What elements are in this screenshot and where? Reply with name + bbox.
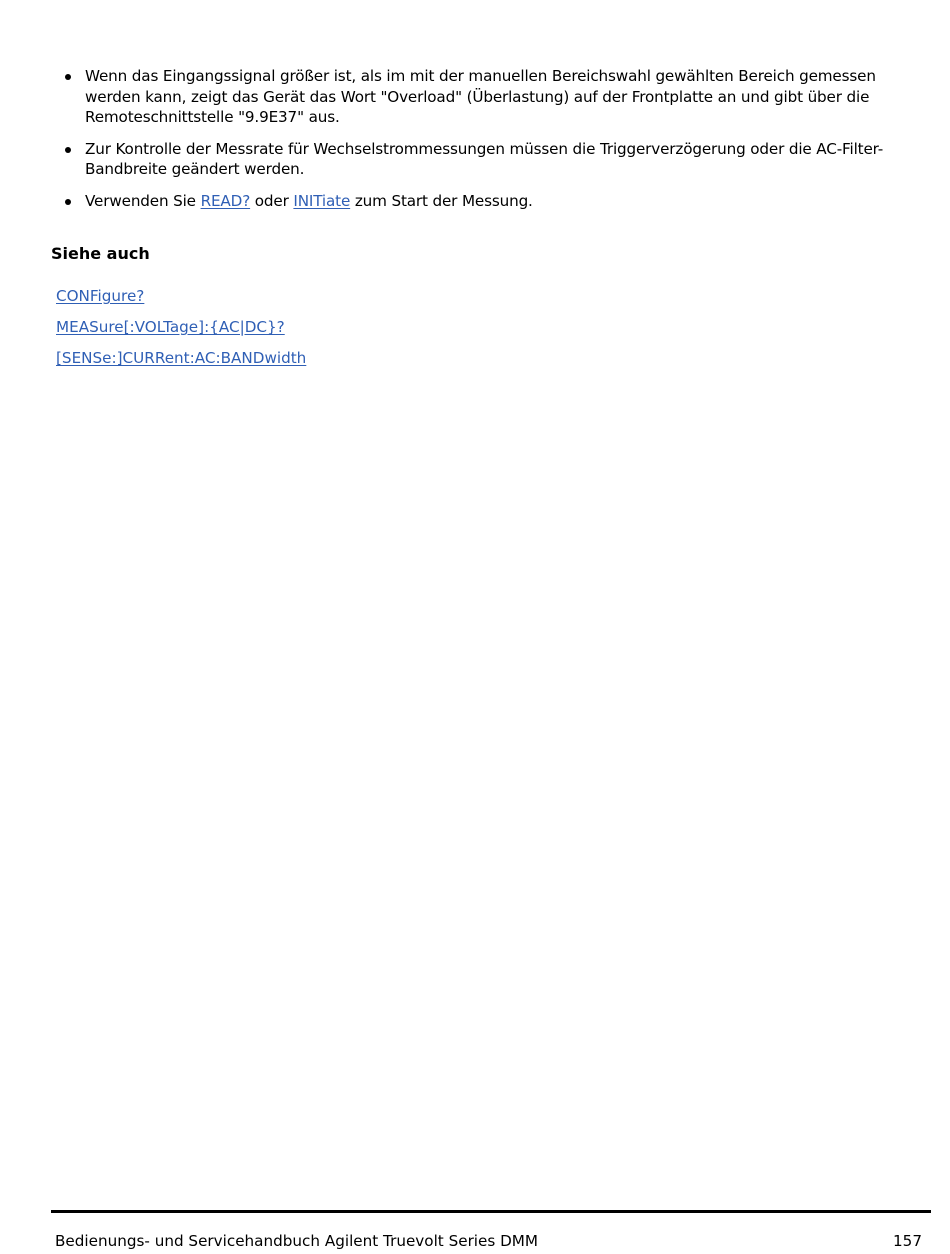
- list-item: [51, 66, 931, 128]
- note-text-suffix: zum Start der Messung.: [350, 191, 533, 210]
- note-text: Zur Kontrolle der Messrate für Wechselstrommessungen müssen die Triggerverzögerung oder die AC-Filter-Bandbreite geändert werden.: [85, 139, 884, 178]
- list-item: [51, 139, 931, 180]
- footer-title: Bedienungs- und Servicehandbuch Agilent Truevolt Series DMM: [55, 1232, 539, 1250]
- note-text-middle: oder: [250, 191, 294, 210]
- current-ac-bandwidth-link[interactable]: [SENSe:]CURRent:AC:BANDwidth: [56, 349, 307, 367]
- measure-voltage-link[interactable]: MEASure[:VOLTage]:{AC|DC}?: [56, 318, 285, 336]
- notes-list: [51, 66, 931, 211]
- list-item: [51, 191, 931, 212]
- see-also-heading: Siehe auch: [51, 244, 150, 263]
- note-text: Wenn das Eingangssignal größer ist, als im mit der manuellen Bereichswahl gewählten Bereich gemessen werden kann, zeigt das Gerät das Wort "Overload" (Überlastung) auf der Frontplatte an und gibt über die Remoteschnittstelle "9.9E37" aus.: [85, 67, 876, 126]
- main-content: [51, 66, 931, 222]
- note-text-prefix: Verwenden Sie: [85, 191, 201, 210]
- see-also-links: [56, 286, 306, 379]
- bullet-icon: [65, 147, 71, 153]
- initiate-link[interactable]: INITiate: [293, 191, 351, 210]
- read-link[interactable]: READ?: [200, 191, 251, 210]
- page-number: 157: [893, 1232, 922, 1250]
- bullet-icon: [65, 74, 71, 80]
- footer-divider: [51, 1210, 931, 1213]
- configure-query-link[interactable]: CONFigure?: [56, 287, 145, 305]
- bullet-icon: [65, 199, 71, 205]
